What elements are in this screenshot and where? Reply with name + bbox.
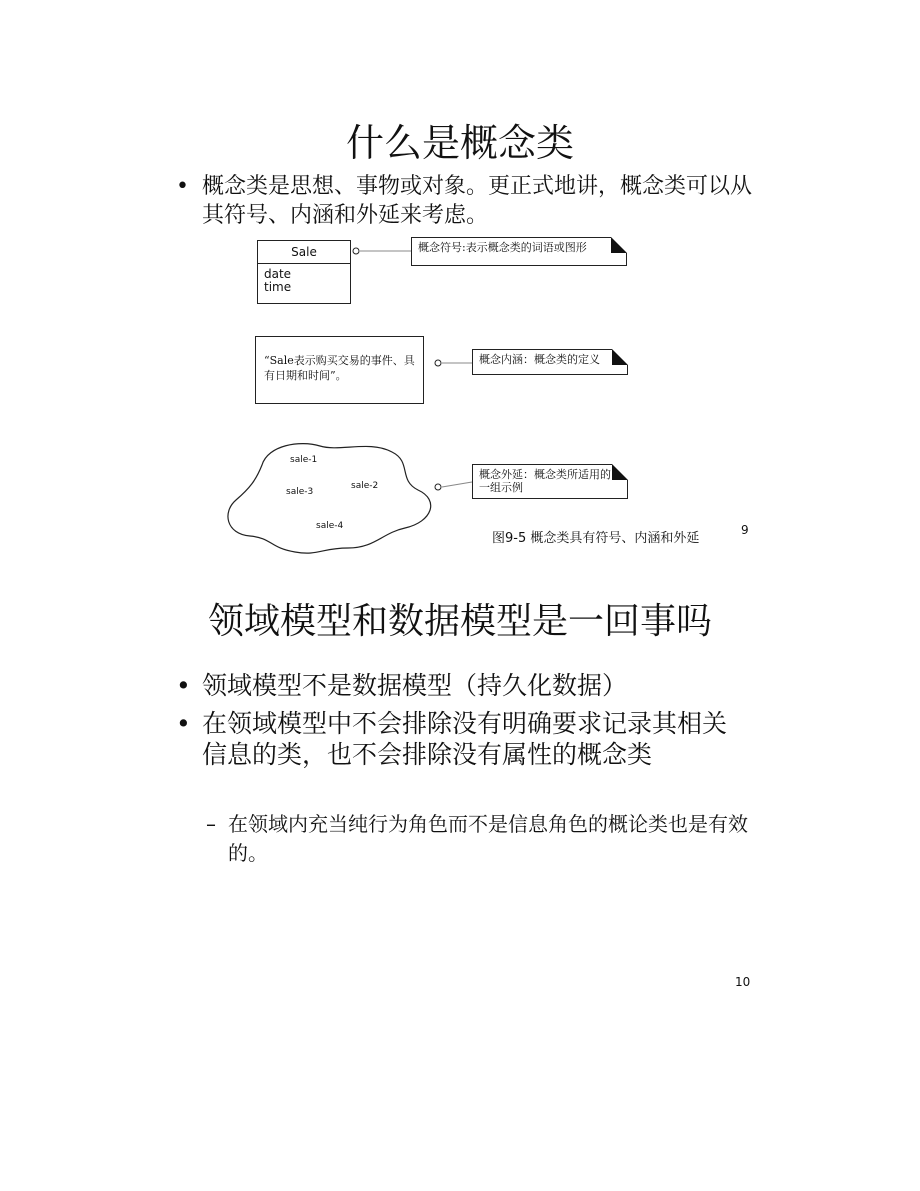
note-intension: [472, 349, 628, 375]
uml-class-box: [257, 240, 351, 304]
figure-caption: 图9-5 概念类具有符号、内涵和外延: [492, 531, 700, 546]
note-intension-text: 概念内涵：概念类的定义: [479, 353, 600, 366]
cloud-item: sale-2: [351, 481, 379, 491]
uml-attributes: [258, 264, 350, 298]
section2-sub-bullet: [206, 810, 748, 868]
note-extension: [472, 464, 628, 499]
note-fold-icon: [612, 349, 628, 365]
section2-title: 领域模型和数据模型是一回事吗: [207, 601, 712, 642]
connector-extension: [435, 482, 472, 490]
connector-symbol: [353, 248, 411, 254]
figure-slide-number: 9: [741, 523, 749, 537]
extension-cloud: [228, 444, 431, 553]
uml-attribute: date: [264, 267, 292, 281]
definition-box: “Sale表示购买交易的事件、具有日期和时间”。: [255, 336, 424, 404]
section2-sub-bullet-text: 在领域内充当纯行为角色而不是信息角色的概论类也是有效的。: [228, 812, 748, 865]
section2-bullet-text: 在领域模型中不会排除没有明确要求记录其相关信息的类，也不会排除没有属性的概念类: [202, 709, 728, 769]
section1-title: 什么是概念类: [345, 121, 574, 165]
uml-class-name: Sale: [258, 241, 350, 264]
note-fold-icon: [612, 464, 628, 480]
dash-glyph: –: [206, 812, 216, 836]
note-symbol-text: 概念符号:表示概念类的词语或图形: [418, 241, 587, 254]
note-symbol: [411, 237, 627, 266]
bullet-dot: •: [176, 671, 191, 700]
note-fold-icon: [611, 237, 627, 253]
section2-bullet: [176, 670, 762, 701]
section2-bullet: [176, 708, 742, 770]
bullet-dot: •: [176, 709, 191, 738]
section2-bullet-text: 领域模型不是数据模型（持久化数据）: [202, 671, 628, 700]
uml-attribute: time: [264, 280, 292, 294]
note-extension-text: 概念外延：概念类所适用的一组示例: [479, 468, 611, 494]
cloud-item: sale-4: [316, 521, 344, 531]
cloud-item: sale-1: [290, 455, 318, 465]
connector-intension: [435, 360, 472, 366]
cloud-item: sale-3: [286, 487, 314, 497]
page-number: 10: [735, 975, 751, 989]
section1-bullet-text: 概念类是思想、事物或对象。更正式地讲，概念类可以从其符号、内涵和外延来考虑。: [202, 174, 753, 228]
bullet-dot: •: [176, 174, 189, 199]
